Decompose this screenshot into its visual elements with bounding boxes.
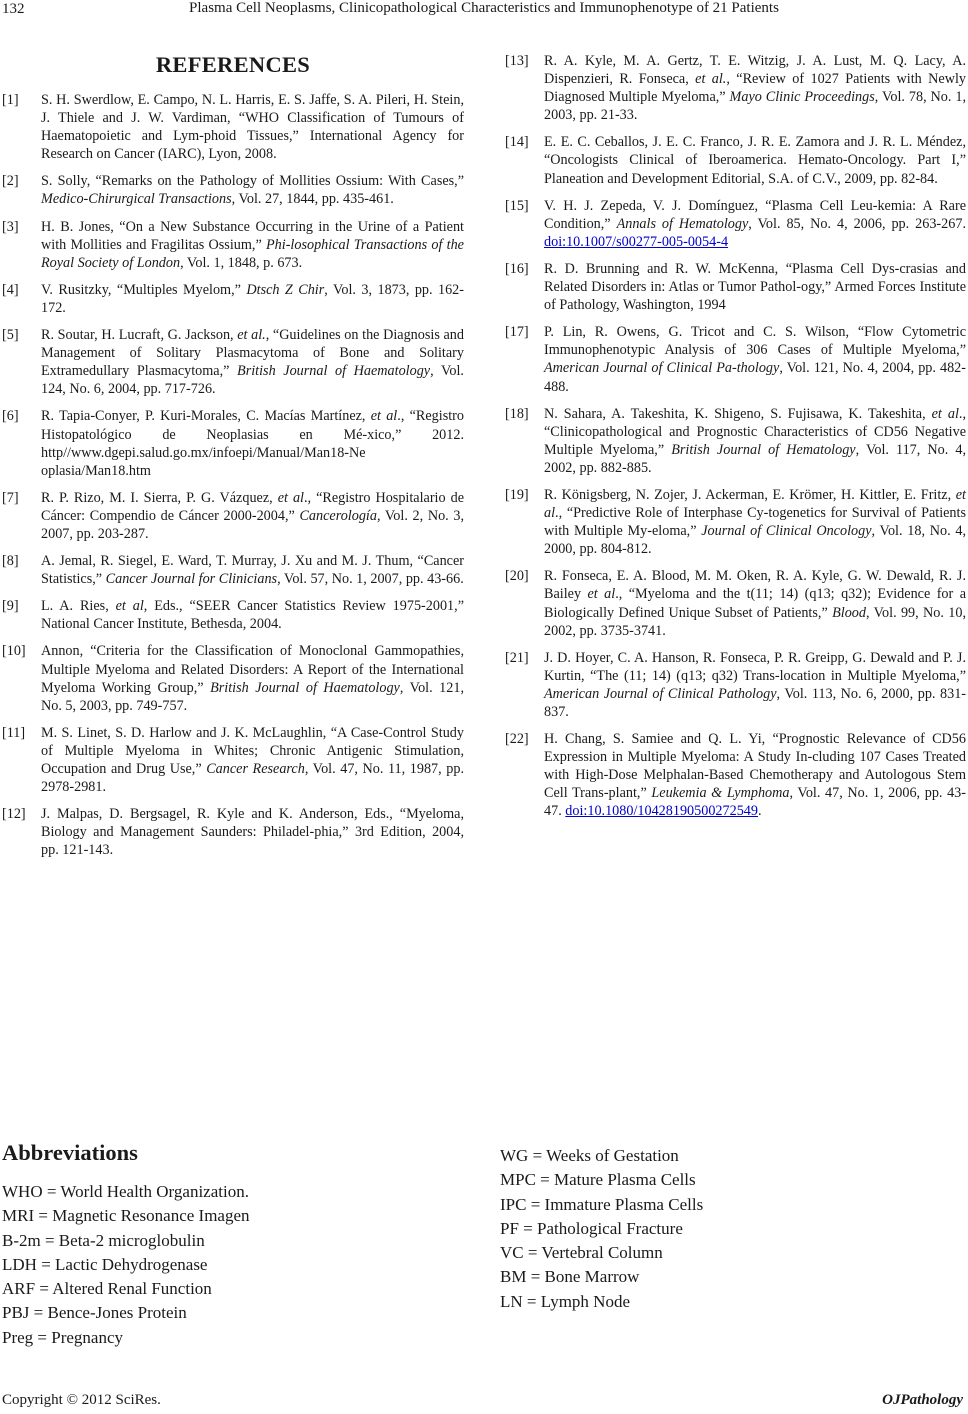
reference-text bbox=[544, 649, 966, 721]
reference-number: [11] bbox=[2, 724, 26, 741]
reference-segment: J. D. Hoyer, C. A. Hanson, R. Fonseca, P. R. Greipp, G. Dewald and P. J. Kurtin, “The (11; 14) (q13; q32) Trans-location in Multiple Myeloma,” bbox=[544, 649, 966, 684]
reference-segment: R. P. Rizo, M. I. Sierra, P. G. Vázquez, bbox=[41, 489, 278, 506]
reference-number: [4] bbox=[2, 281, 19, 298]
reference-text bbox=[41, 552, 464, 588]
reference-number: [15] bbox=[505, 197, 529, 214]
reference-item bbox=[2, 218, 464, 272]
reference-italic: et al bbox=[115, 598, 144, 615]
reference-item bbox=[2, 407, 464, 479]
reference-number: [10] bbox=[2, 643, 26, 660]
reference-number: [20] bbox=[505, 568, 529, 585]
reference-italic: et al. bbox=[695, 71, 727, 88]
reference-segment: , Vol. 99, No. 10, 2002, pp. 3735-3741. bbox=[544, 604, 966, 639]
reference-number: [7] bbox=[2, 489, 19, 506]
abbreviation-item: Preg = Pregnancy bbox=[2, 1327, 124, 1347]
reference-number: [5] bbox=[2, 327, 19, 344]
reference-text bbox=[41, 642, 464, 714]
reference-segment: , Eds., “SEER Cancer Statistics Review 1975-2001,” National Cancer Institute, Bethesda, 2004. bbox=[41, 598, 464, 633]
reference-italic: Mayo Clinic Proceedings bbox=[729, 89, 875, 106]
reference-segment: V. Rusitzky, “Multiples Myelom,” bbox=[41, 281, 247, 298]
abbreviation-item: LDH = Lactic Dehydrogenase bbox=[2, 1254, 208, 1274]
reference-segment: H. B. Jones, “On a New Substance Occurring in the Urine of a Patient with Mollities and Fragilitas Ossium,” bbox=[41, 218, 464, 253]
reference-text bbox=[41, 326, 464, 398]
reference-text bbox=[544, 567, 966, 639]
reference-number: [2] bbox=[2, 173, 19, 190]
reference-segment: M. S. Linet, S. D. Harlow and J. K. McLaughlin, “A Case-Control Study of Multiple Myeloma in Whites; Chronic Antigenic Stimulation, Occupation and Drug Use,” bbox=[41, 724, 464, 777]
reference-segment: , Vol. 113, No. 6, 2000, pp. 831-837. bbox=[544, 685, 967, 720]
reference-number: [18] bbox=[505, 405, 529, 422]
reference-number: [9] bbox=[2, 598, 19, 615]
reference-item bbox=[505, 260, 966, 314]
reference-segment: E. E. C. Ceballos, J. E. C. Franco, J. R. E. Zamora and J. R. L. Méndez, “Oncologists Clinical of Iberoamerica. Hemato-Oncology. Part I,” Planeation and Development Editorial, S.A. of C.V., 2009, pp. 82-84. bbox=[544, 134, 966, 187]
reference-text bbox=[41, 218, 464, 272]
reference-number: [16] bbox=[505, 260, 529, 277]
reference-segment: , Vol. 18, No. 4, 2000, pp. 804-812. bbox=[544, 523, 966, 558]
reference-segment: R. Fonseca, E. A. Blood, M. M. Oken, R. A. Kyle, G. W. Dewald, R. J. Bailey bbox=[544, 568, 966, 603]
reference-segment: . bbox=[758, 803, 762, 820]
reference-segment: , Vol. 85, No. 4, 2006, pp. 263-267. bbox=[748, 215, 966, 232]
reference-italic: Leukemia & Lymphoma bbox=[651, 785, 790, 802]
reference-text bbox=[41, 724, 464, 796]
reference-italic: American Journal of Clinical Pa-thology bbox=[544, 360, 780, 377]
reference-italic: et al bbox=[587, 586, 616, 603]
copyright-notice: Copyright © 2012 SciRes. bbox=[2, 1392, 161, 1408]
reference-number: [22] bbox=[505, 731, 529, 748]
page-number: 132 bbox=[2, 1, 25, 17]
doi-link[interactable]: doi:10.1080/10428190500272549 bbox=[565, 803, 758, 820]
abbreviation-item: PBJ = Bence-Jones Protein bbox=[2, 1303, 187, 1323]
reference-item bbox=[505, 323, 966, 395]
reference-item bbox=[2, 326, 464, 398]
reference-segment: , Vol. 78, No. 1, 2003, pp. 21-33. bbox=[544, 89, 966, 124]
reference-segment: R. D. Brunning and R. W. McKenna, “Plasma Cell Dys-crasias and Related Disorders in: Atlas or Tumor Pathol-ogy,” Armed Forces Institute of Pathology, Washington, 1994 bbox=[544, 260, 966, 314]
doi-link[interactable]: doi:10.1007/s00277-005-0054-4 bbox=[544, 233, 729, 250]
reference-text bbox=[41, 281, 464, 317]
abbreviation-item: MPC = Mature Plasma Cells bbox=[500, 1170, 696, 1190]
reference-number: [6] bbox=[2, 408, 19, 425]
reference-italic: et al bbox=[544, 486, 966, 522]
reference-text bbox=[544, 486, 966, 558]
reference-italic: British Journal of Haematology bbox=[237, 363, 431, 380]
reference-segment: L. A. Ries, bbox=[41, 598, 116, 615]
reference-text bbox=[544, 52, 966, 124]
reference-italic: et al bbox=[370, 408, 398, 425]
reference-text bbox=[544, 323, 966, 395]
reference-italic: Phi-losophical Transactions of the Royal Society of London bbox=[41, 236, 464, 271]
abbreviations-list-right bbox=[500, 1144, 703, 1314]
reference-item bbox=[505, 133, 966, 187]
reference-segment: J. Malpas, D. Bergsagel, R. Kyle and K. Anderson, Eds., “Myeloma, Biology and Management Saunders: Philadel-phia,” 3rd Edition, 2004, pp. 121-143. bbox=[41, 806, 464, 859]
reference-segment: S. H. Swerdlow, E. Campo, N. L. Harris, E. S. Jaffe, S. A. Pileri, H. Stein, J. Thiele and J. W. Vardiman, “WHO Classification of Tumours of Haematopoietic and Lym-phoid Tissues,” International Agency for Research on Cancer (IARC), Lyon, 2008. bbox=[41, 92, 464, 163]
abbreviation-item: PF = Pathological Fracture bbox=[500, 1218, 683, 1238]
reference-number: [3] bbox=[2, 218, 19, 235]
abbreviation-item: ARF = Altered Renal Function bbox=[2, 1279, 212, 1299]
reference-italic: et al bbox=[931, 405, 959, 422]
abbreviation-item: IPC = Immature Plasma Cells bbox=[500, 1194, 704, 1214]
reference-italic: Medico-Chirurgical Transactions bbox=[41, 191, 232, 208]
page-header bbox=[0, 0, 968, 28]
reference-text bbox=[544, 133, 966, 187]
reference-item bbox=[2, 281, 464, 317]
journal-name: OJPathology bbox=[882, 1392, 963, 1408]
reference-number: [19] bbox=[505, 486, 529, 503]
reference-segment: , Vol. 27, 1844, pp. 435-461. bbox=[231, 191, 394, 208]
reference-segment: , Vol. 47, No. 11, 1987, pp. 2978-2981. bbox=[41, 761, 464, 796]
reference-italic: Journal of Clinical Oncology bbox=[701, 523, 872, 540]
abbreviations-heading: Abbreviations bbox=[2, 1140, 138, 1165]
reference-list-right bbox=[505, 52, 966, 821]
reference-number: [13] bbox=[505, 53, 529, 69]
reference-segment: , Vol. 121, No. 4, 2004, pp. 482-488. bbox=[544, 360, 966, 395]
reference-item bbox=[2, 489, 464, 543]
reference-italic: British Journal of Haematology bbox=[210, 679, 400, 696]
reference-item bbox=[2, 172, 464, 208]
reference-text bbox=[544, 197, 966, 251]
reference-number: [12] bbox=[2, 806, 26, 823]
references-column-left bbox=[2, 52, 464, 868]
reference-item bbox=[505, 52, 966, 124]
reference-item bbox=[2, 552, 464, 588]
reference-item bbox=[505, 649, 966, 721]
reference-item bbox=[2, 724, 464, 796]
reference-italic: Dtsch Z Chir bbox=[246, 281, 325, 298]
running-title: Plasma Cell Neoplasms, Clinicopathological Characteristics and Immunophenotype of 21 Patients bbox=[189, 0, 779, 16]
reference-text bbox=[41, 407, 464, 479]
reference-segment: , Vol. 121, No. 5, 2003, pp. 749-757. bbox=[41, 679, 464, 714]
reference-item bbox=[2, 805, 464, 859]
abbreviations-list-left bbox=[2, 1180, 250, 1350]
reference-item bbox=[2, 642, 464, 714]
reference-segment: ., “Registro Histopatológico de Neoplasias en Mé-xico,” 2012. http//www.dgepi.salud.go.mx/infoepi/Manual/Man18-Ne oplasia/Man18.htm bbox=[41, 408, 464, 479]
reference-item bbox=[505, 405, 966, 477]
reference-segment: R. A. Kyle, M. A. Gertz, T. E. Witzig, J. A. Lust, M. Q. Lacy, A. Dispenzieri, R. Fonseca, bbox=[544, 53, 966, 88]
reference-segment: , Vol. 57, No. 1, 2007, pp. 43-66. bbox=[277, 571, 464, 588]
reference-text bbox=[41, 172, 464, 208]
reference-segment: , Vol. 2, No. 3, 2007, pp. 203-287. bbox=[41, 507, 464, 542]
reference-segment: R. Königsberg, N. Zojer, J. Ackerman, E. Krömer, H. Kittler, E. Fritz, bbox=[544, 486, 956, 503]
reference-number: [8] bbox=[2, 553, 19, 570]
reference-segment: , Vol. 47, No. 1, 2006, pp. 43-47. bbox=[544, 785, 966, 820]
reference-italic: Annals of Hematology bbox=[616, 215, 749, 232]
reference-segment: V. H. J. Zepeda, V. J. Domínguez, “Plasma Cell Leu-kemia: A Rare Condition,” bbox=[544, 197, 966, 232]
reference-segment: , Vol. 117, No. 4, 2002, pp. 882-885. bbox=[544, 441, 966, 476]
reference-list-left bbox=[2, 91, 464, 859]
reference-segment: , Vol. 1, 1848, p. 673. bbox=[180, 254, 303, 271]
reference-text bbox=[41, 91, 464, 163]
reference-italic: et al bbox=[277, 489, 304, 506]
reference-text bbox=[544, 405, 966, 477]
reference-item bbox=[505, 486, 966, 558]
reference-segment: N. Sahara, A. Takeshita, K. Shigeno, S. Fujisawa, K. Takeshita, bbox=[544, 405, 932, 422]
reference-number: [1] bbox=[2, 92, 19, 108]
abbreviation-item: MRI = Magnetic Resonance Imagen bbox=[2, 1206, 250, 1226]
reference-text bbox=[41, 805, 464, 859]
reference-number: [17] bbox=[505, 324, 529, 341]
abbreviation-item: BM = Bone Marrow bbox=[500, 1267, 640, 1287]
reference-italic: Blood bbox=[832, 604, 866, 621]
abbreviation-item: WHO = World Health Organization. bbox=[2, 1182, 249, 1201]
reference-segment: P. Lin, R. Owens, G. Tricot and C. S. Wilson, “Flow Cytometric Immunophenotypic Analysis of 306 Cases of Multiple Myeloma,” bbox=[544, 324, 966, 359]
reference-segment: ., “Registro Hospitalario de Cáncer: Compendio de Cáncer 2000-2004,” bbox=[41, 489, 464, 524]
reference-segment: , Vol. 124, No. 6, 2004, pp. 717-726. bbox=[41, 363, 464, 398]
reference-item bbox=[505, 730, 966, 820]
reference-text bbox=[544, 730, 966, 820]
reference-italic: Cancerología bbox=[299, 507, 377, 524]
abbreviation-item: WG = Weeks of Gestation bbox=[500, 1146, 679, 1165]
reference-segment: ., “Predictive Role of Interphase Cy-togenetics for Survival of Patients with Multiple My-eloma,” bbox=[544, 505, 966, 540]
abbreviation-item: B-2m = Beta-2 microglobulin bbox=[2, 1230, 205, 1250]
reference-segment: ., “Clinicopathological and Prognostic Characteristics of CD56 Negative Multiple Myeloma,” bbox=[544, 405, 966, 458]
reference-segment: R. Tapia-Conyer, P. Kuri-Morales, C. Macías Martínez, bbox=[41, 408, 371, 425]
abbreviation-item: VC = Vertebral Column bbox=[500, 1243, 663, 1263]
reference-segment: , “Guidelines on the Diagnosis and Management of Solitary Plasmacytoma of Bone and Solitary Extramedullary Plasmacytoma,” bbox=[41, 327, 464, 380]
reference-italic: et al. bbox=[237, 327, 266, 344]
reference-text bbox=[544, 260, 966, 314]
abbreviation-item: LN = Lymph Node bbox=[500, 1291, 630, 1311]
reference-item bbox=[2, 597, 464, 633]
reference-italic: British Journal of Hematology bbox=[671, 441, 856, 458]
reference-segment: S. Solly, “Remarks on the Pathology of Mollities Ossium: With Cases,” bbox=[41, 173, 464, 190]
reference-number: [21] bbox=[505, 649, 529, 666]
references-heading: REFERENCES bbox=[155, 52, 311, 77]
reference-segment: , “Review of 1027 Patients with Newly Diagnosed Multiple Myeloma,” bbox=[544, 71, 966, 106]
reference-italic: American Journal of Clinical Pathology bbox=[544, 685, 777, 702]
reference-italic: Cancer Research bbox=[206, 761, 305, 777]
reference-segment: ., “Myeloma and the t(11; 14) (q13; q32); Evidence for a Biologically Defined Unique Subset of Patients,” bbox=[544, 586, 966, 621]
reference-item bbox=[505, 567, 966, 639]
reference-segment: , Vol. 3, 1873, pp. 162-172. bbox=[41, 281, 464, 316]
reference-number: [14] bbox=[505, 134, 529, 151]
reference-segment: H. Chang, S. Samiee and Q. L. Yi, “Prognostic Relevance of CD56 Expression in Multiple Myeloma: A Study In-cluding 107 Cases Treated with High-Dose Melphalan-Based Chemotherapy and Autologous Stem Cell Trans-plant,” bbox=[544, 731, 966, 802]
reference-text bbox=[41, 597, 464, 633]
reference-segment: Annon, “Criteria for the Classification of Monoclonal Gammopathies, Multiple Myeloma and Related Disorders: A Report of the International Myeloma Working Group,” bbox=[41, 643, 464, 696]
reference-segment: R. Soutar, H. Lucraft, G. Jackson, bbox=[41, 327, 238, 344]
references-column-right bbox=[505, 52, 966, 830]
reference-italic: Cancer Journal for Clinicians bbox=[105, 571, 278, 588]
reference-item bbox=[505, 197, 966, 251]
reference-item bbox=[2, 91, 464, 163]
reference-text bbox=[41, 489, 464, 543]
reference-segment: A. Jemal, R. Siegel, E. Ward, T. Murray, J. Xu and M. J. Thum, “Cancer Statistics,” bbox=[41, 553, 464, 588]
